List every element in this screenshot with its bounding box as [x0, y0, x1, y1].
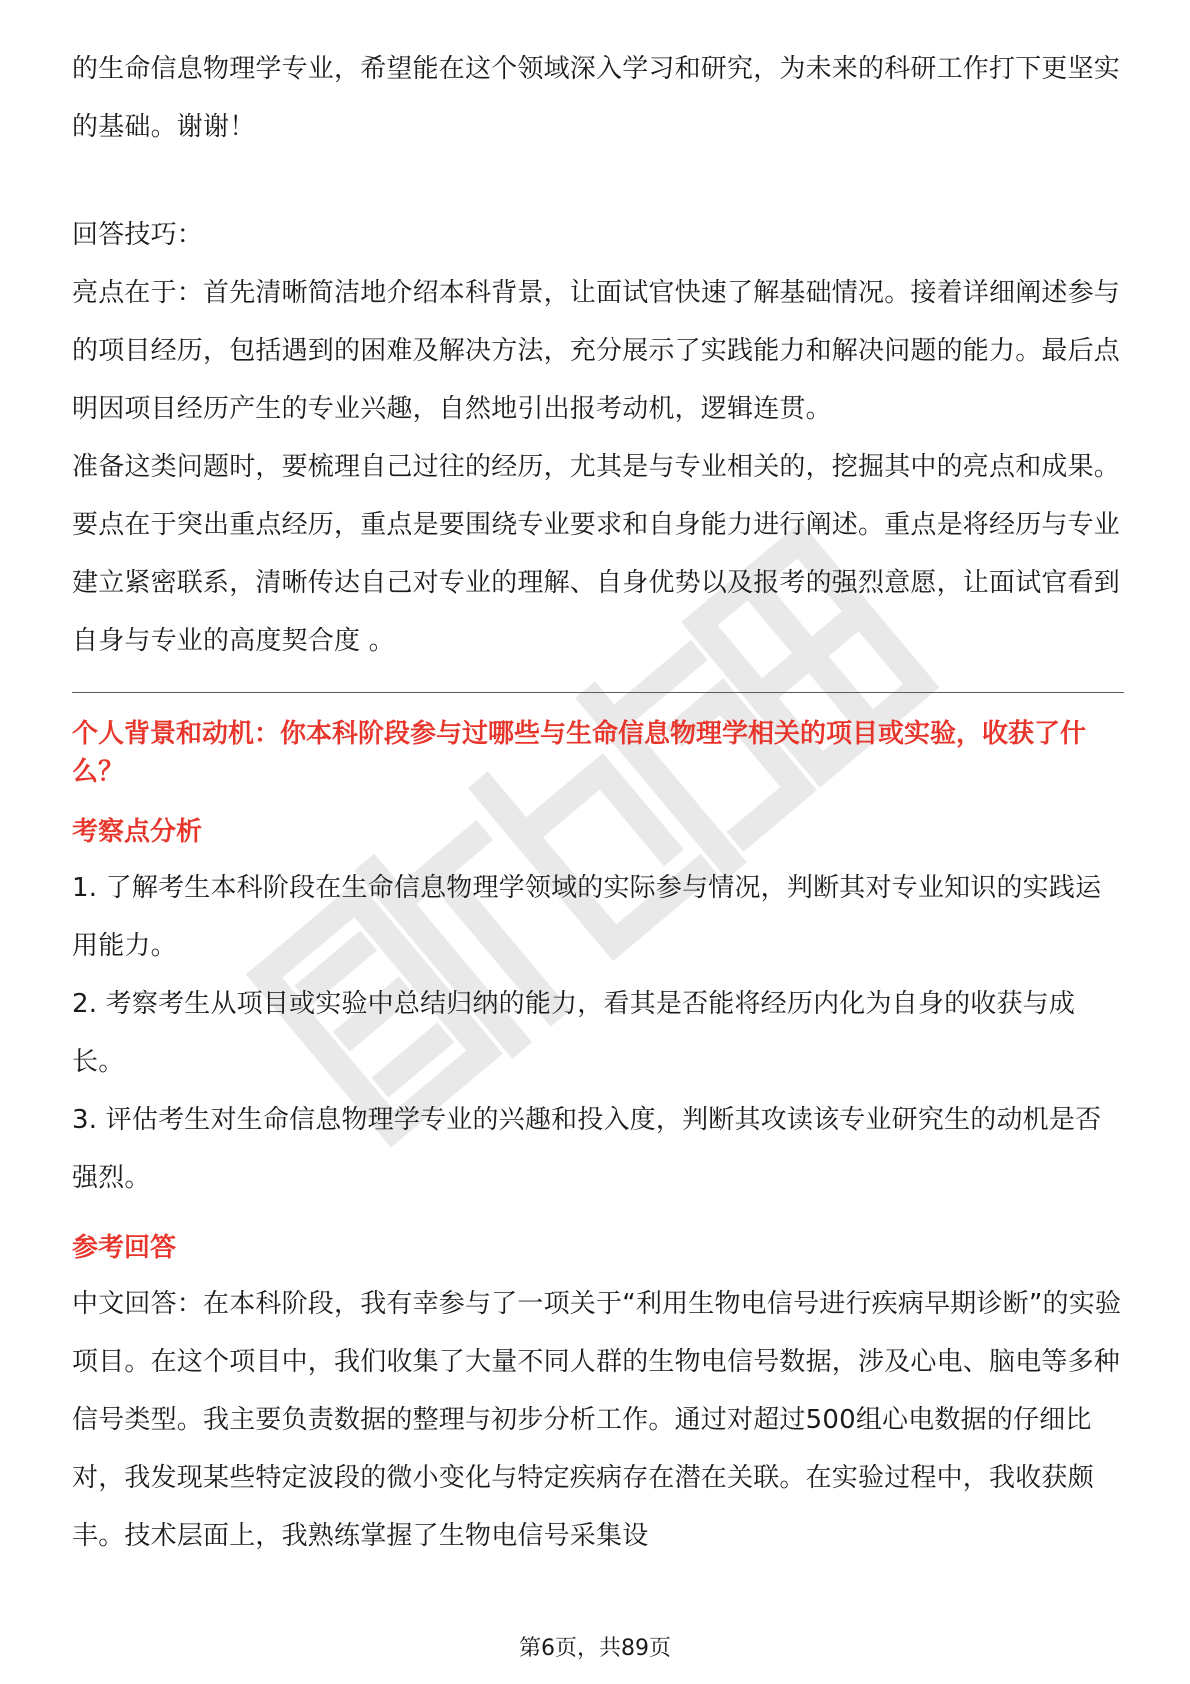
- analysis-item: 3. 评估考生对生命信息物理学专业的兴趣和投入度，判断其攻读该专业研究生的动机是否强烈。: [72, 1105, 1102, 1193]
- reference-paragraph: 中文回答：在本科阶段，我有幸参与了一项关于“利用生物电信号进行疾病早期诊断”的实验项目。在这个项目中，我们收集了大量不同人群的生物电信号数据，涉及心电、脑电等多种信号类型。我主要负责数据的整理与初步分析工作。通过对超过500组心电数据的仔细比对，我发现某些特定波段的微小变化与特定疾病存在潜在关联。在实验过程中，我收获颇丰。技术层面上，我熟练掌握了生物电信号采集设: [72, 1289, 1122, 1551]
- tips-paragraph-2: 准备这类问题时，要梳理自己过往的经历，尤其是与专业相关的，挖掘其中的亮点和成果。要点在于突出重点经历，重点是要围绕专业要求和自身能力进行阐述。重点是将经历与专业建立紧密联系，清晰传达自己对专业的理解、自身优势以及报考的强烈意愿，让面试官看到自身与专业的高度契合度 。: [72, 452, 1121, 656]
- question-heading: 个人背景和动机：你本科阶段参与过哪些与生命信息物理学相关的项目或实验，收获了什么？: [72, 719, 1087, 787]
- tips-paragraph-1: 亮点在于：首先清晰简洁地介绍本科背景，让面试官快速了解基础情况。接着详细阐述参与的项目经历，包括遇到的困难及解决方法，充分展示了实践能力和解决问题的能力。最后点明因项目经历产生的专业兴趣，自然地引出报考动机，逻辑连贯。: [72, 278, 1121, 424]
- tips-heading: 回答技巧：: [72, 220, 204, 250]
- analysis-item: 1. 了解考生本科阶段在生命信息物理学领域的实际参与情况，判断其对专业知识的实践运用能力。: [72, 873, 1102, 961]
- document-body: [72, 40, 1124, 1565]
- section-divider: [72, 692, 1124, 693]
- page-number: 第6页，共89页: [519, 1636, 671, 1661]
- reference-title: 参考回答: [72, 1233, 177, 1263]
- analysis-item: 2. 考察考生从项目或实验中总结归纳的能力，看其是否能将经历内化为自身的收获与成长。: [72, 989, 1076, 1077]
- analysis-title: 考察点分析: [72, 817, 203, 847]
- intro-paragraph: 的生命信息物理学专业，希望能在这个领域深入学习和研究，为未来的科研工作打下更坚实的基础。谢谢！: [72, 54, 1121, 142]
